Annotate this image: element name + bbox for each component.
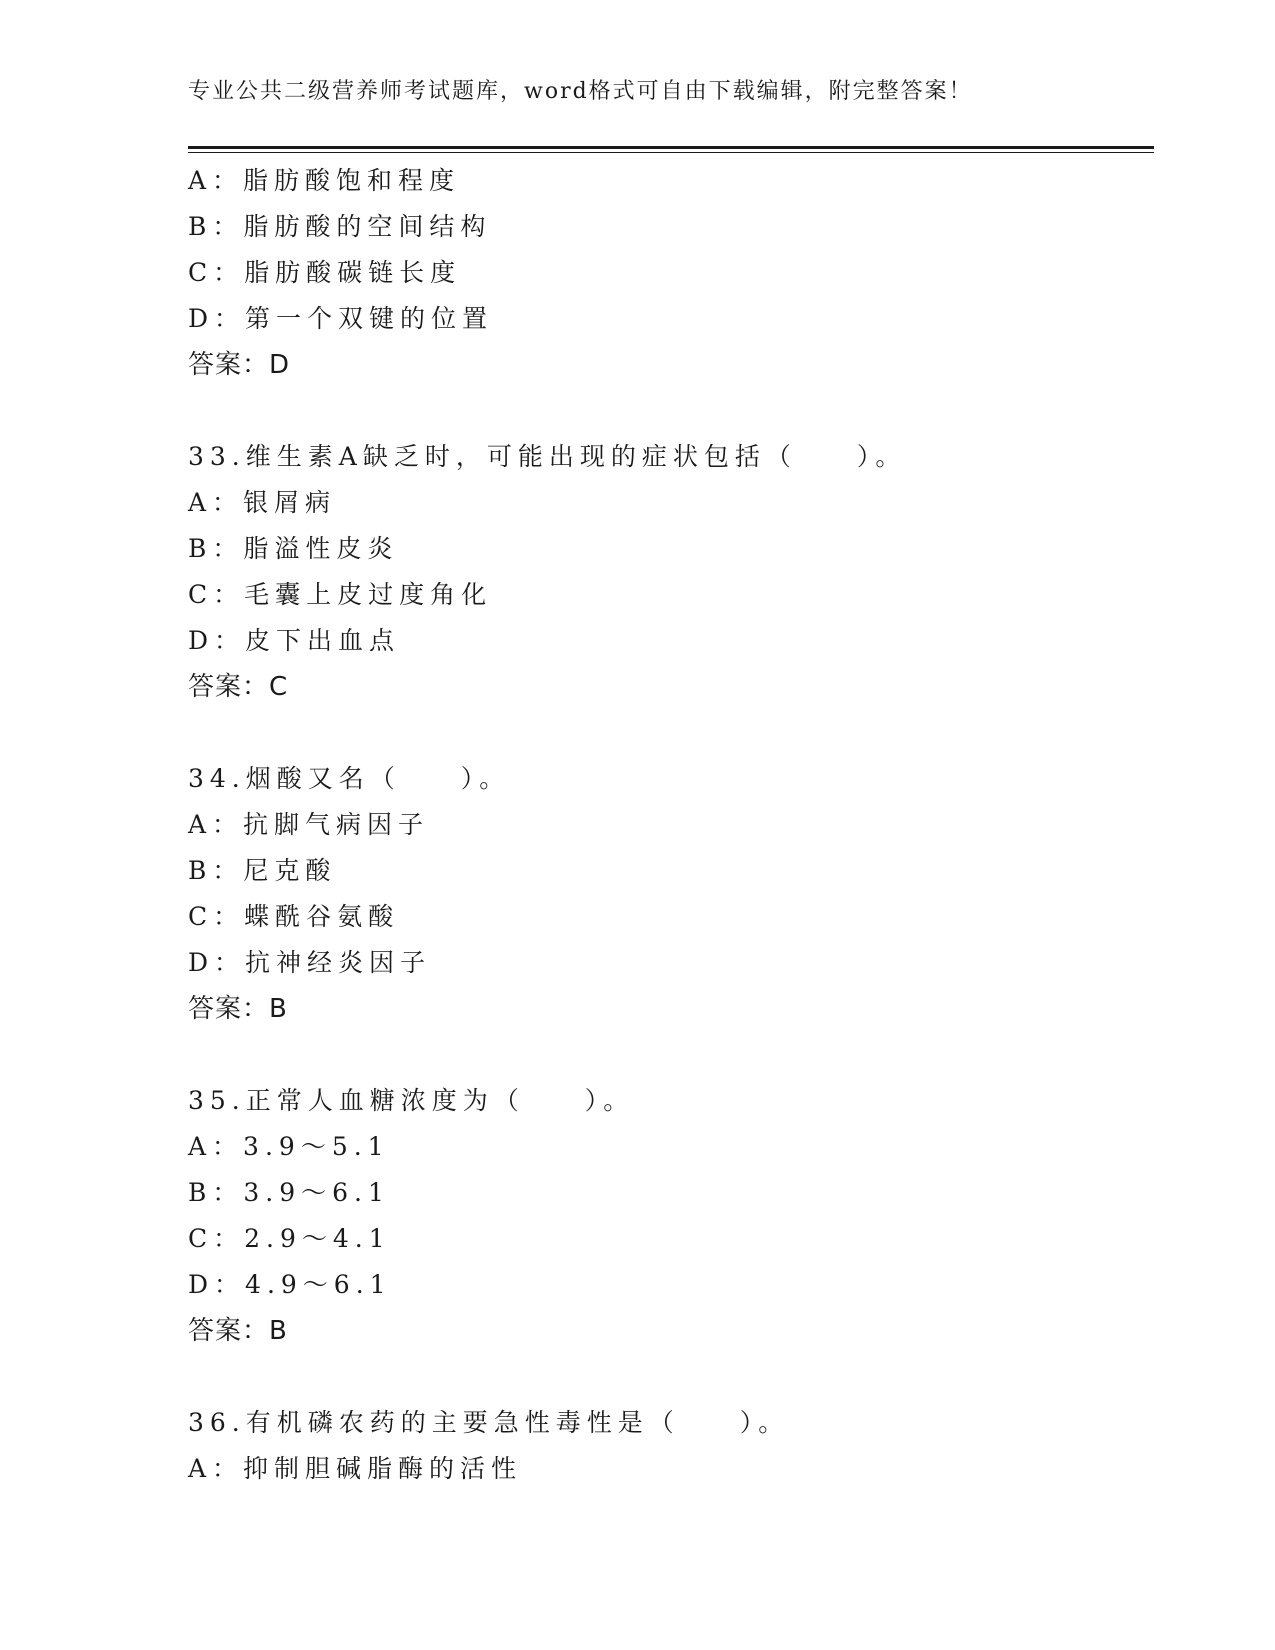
question-stem — [188, 434, 1154, 480]
document-header: 专业公共二级营养师考试题库，word格式可自由下载编辑，附完整答案！ — [188, 79, 973, 104]
stem-end: ）。 — [739, 1408, 790, 1437]
option-a: A：银屑病 — [188, 488, 337, 517]
question-stem — [188, 1078, 1154, 1124]
question-32-block — [188, 158, 1154, 388]
stem-text: 33.维生素A缺乏时，可能出现的症状包括（ — [188, 442, 797, 471]
option-c: C：蝶酰谷氨酸 — [188, 902, 400, 931]
stem-text: 36.有机磷农药的主要急性毒性是（ — [188, 1408, 680, 1437]
answer-line: 答案：B — [188, 1316, 288, 1346]
option-b: B：3.9～6.1 — [188, 1178, 390, 1207]
option-a: A：抑制胆碱脂酶的活性 — [188, 1454, 523, 1483]
question-34-block — [188, 756, 1154, 1032]
stem-end: ）。 — [584, 1086, 635, 1115]
option-c: C：脂肪酸碳链长度 — [188, 258, 462, 287]
spacer — [188, 388, 1154, 434]
header-rule-thin — [188, 152, 1154, 153]
stem-end: ）。 — [460, 764, 511, 793]
option-b: B：脂溢性皮炎 — [188, 534, 399, 563]
option-b: B：脂肪酸的空间结构 — [188, 212, 492, 241]
stem-text: 34.烟酸又名（ — [188, 764, 401, 793]
question-35-block — [188, 1078, 1154, 1354]
option-a: A：3.9～5.1 — [188, 1132, 390, 1161]
answer-line: 答案：B — [188, 994, 288, 1024]
question-36-block — [188, 1400, 1154, 1492]
option-c: C：毛囊上皮过度角化 — [188, 580, 493, 609]
option-d: D：皮下出血点 — [188, 626, 401, 655]
option-d: D：4.9～6.1 — [188, 1270, 392, 1299]
spacer — [188, 1354, 1154, 1400]
stem-end: ）。 — [856, 442, 907, 471]
stem-text: 35.正常人血糖浓度为（ — [188, 1086, 525, 1115]
header-rule-thick — [188, 146, 1154, 149]
question-content — [188, 158, 1154, 1492]
option-a: A：脂肪酸饱和程度 — [188, 166, 461, 195]
option-d: D：抗神经炎因子 — [188, 948, 432, 977]
option-d: D：第一个双键的位置 — [188, 304, 494, 333]
answer-line: 答案：D — [188, 350, 291, 380]
question-stem — [188, 1400, 1154, 1446]
option-b: B：尼克酸 — [188, 856, 337, 885]
answer-line: 答案：C — [188, 672, 289, 702]
spacer — [188, 1032, 1154, 1078]
option-c: C：2.9～4.1 — [188, 1224, 391, 1253]
question-33-block — [188, 434, 1154, 710]
spacer — [188, 710, 1154, 756]
option-a: A：抗脚气病因子 — [188, 810, 430, 839]
question-stem — [188, 756, 1154, 802]
